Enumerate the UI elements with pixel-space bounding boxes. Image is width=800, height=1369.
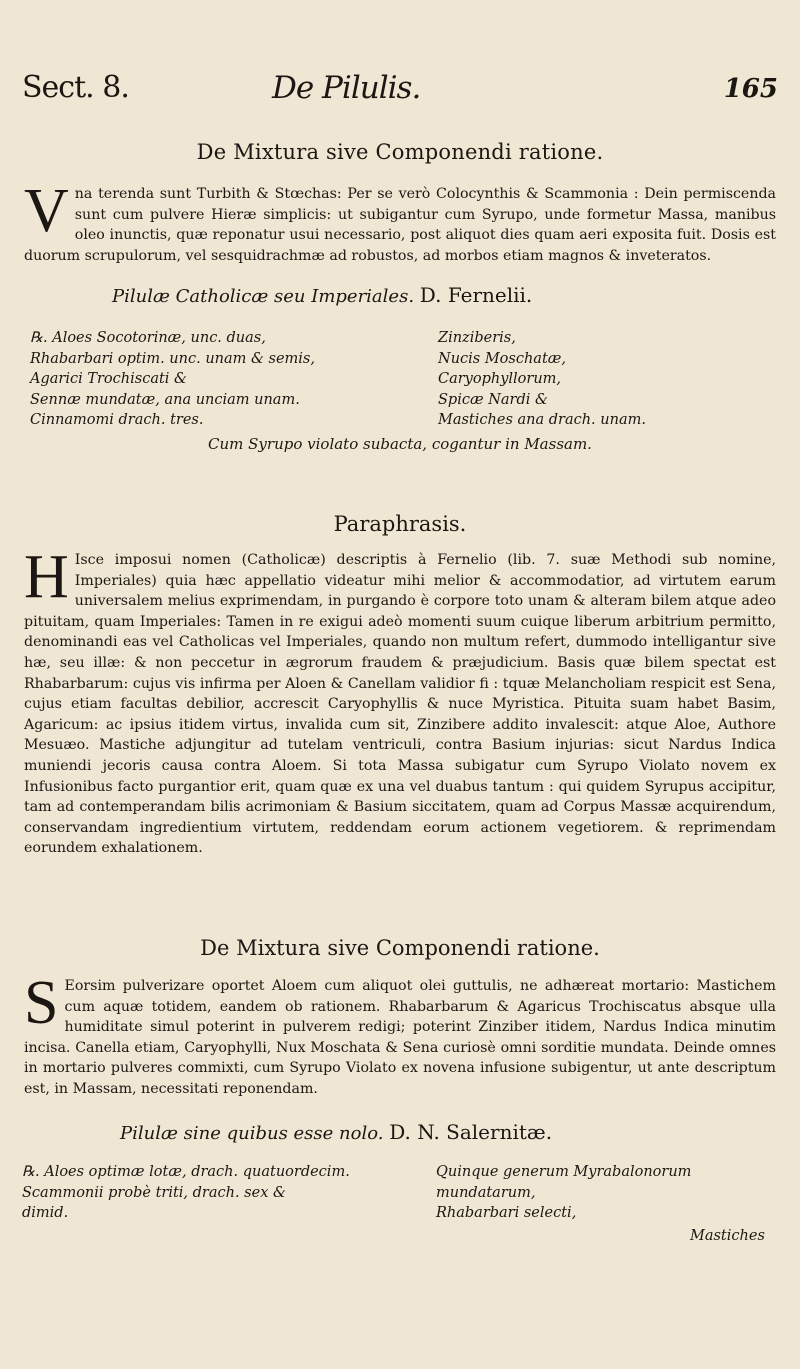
subheading-pilulae-catholicae [112, 283, 532, 307]
recipe-line: Mastiches ana drach. unam. [438, 412, 646, 428]
heading-mixtura: De Mixtura sive Componendi ratione. [196, 140, 604, 164]
recipe2-column-1 [22, 1162, 350, 1224]
subheading-pilulae-sine-quibus [120, 1120, 552, 1144]
subheading-author: D. N. Salernitæ. [389, 1120, 553, 1144]
recipe-line: Scammonii probè triti, drach. sex & [22, 1184, 286, 1201]
dropcap: V [24, 177, 69, 245]
recipe-left-column [30, 328, 315, 431]
recipe-line: mundatarum, [436, 1184, 536, 1201]
recipe-right-column [438, 328, 646, 431]
recipe-line: Rhabarbari optim. unc. unam & semis, [30, 350, 315, 367]
subheading-title: Pilulæ sine quibus esse nolo. [120, 1123, 384, 1144]
running-title: De Pilulis. [272, 70, 421, 106]
catchword: Mastiches [690, 1228, 765, 1244]
paragraph-mixtura-2 [24, 969, 776, 1100]
recipe-line: ℞. Aloes optimæ lotæ, drach. quatuordecim. [22, 1164, 350, 1180]
recipe-line: Zinziberis, [438, 330, 516, 346]
recipe-line: ℞. Aloes Socotorinæ, unc. duas, [30, 330, 266, 346]
dropcap: H [24, 543, 69, 611]
paragraph-text: Isce imposui nomen (Catholicæ) descriptis à Fernelio (lib. 7. suæ Methodi sub nomine, Imperiales) quia hæc appellatio videatur mihi melior & accommodatior, ad virtutem earum universalem melius exprimendam, in purgando è corpore toto unam & alteram bilem atque adeo pituitam, quam Imperiales: Tamen in re exigui adeò momenti suum cuique liberum arbitrium permitto, denominandi eas vel Catholicas vel Imperiales, quando non multum refert, dummodo intelligantur sive hæ, seu illæ: & non peccetur in ægrorum fraudem & præjudicium. Basis quæ bilem spectat est Rhabarbarum: cujus vis infirma per Aloen & Canellam validior fi : tquæ Melancholiam respicit est Sena, cujus etiam facultas debilior, accrescit Caryophyllis & nuce Myristica. Pituita suam habet Basim, Agaricum: ac ipsius itidem virtus, invalida cum sit, Zinzibere addito invalescit: atque Aloe, Authore Mesuæo. Mastiche adjungitur ad tutelam ventriculi, contra Basium injurias: sicut Nardus Indica muniendi jecoris causa contra Aloem. Si tota Massa subigatur cum Syrupo Violato novem ex Infusionibus facto purgantior erit, quam quæ ex una vel duabus tantum : qui quidem Syrupus accipitur, tam ad contemperandam bilis acrimoniam & Basium siccitatem, quam ad Corpus Massæ acquirendum, conservandam ingredientium virtutem, reddendam eorum actionem vegetiorem. & reprimendam eorundem exhalationem. [24, 552, 776, 857]
recipe2-column-2 [436, 1162, 691, 1224]
section-number: Sect. 8. [22, 70, 129, 105]
paragraph-paraphrasis [24, 543, 776, 859]
page-number: 165 [723, 74, 778, 104]
paragraph-text: na terenda sunt Turbith & Stœchas: Per se verò Colocynthis & Scammonia : Dein permiscenda sunt cum pulvere Hieræ simplicis: ut subigantur cum Syrupo, unde formetur Massa, manibus oleo inunctis, quæ reponatur usui necessario, post aliquot dies quam aeri exposita fuit. Dosis est duorum scrupulorum, vel sesquidrachmæ ad robustos, ad morbos etiam magnos & inveteratos. [24, 186, 776, 264]
recipe-line: Spicæ Nardi & [438, 391, 548, 408]
heading-paraphrasis: Paraphrasis. [333, 512, 467, 536]
recipe-line: Sennæ mundatæ, ana unciam unam. [30, 391, 300, 408]
paragraph-text: Eorsim pulverizare oportet Aloem cum aliquot olei guttulis, ne adhæreat mortario: Mastichem cum aquæ totidem, eandem ob rationem. Rhabarbarum & Agaricus Trochiscatus absque ulla humiditate simul poterint in pulverem redigi; poterint Zinziber itidem, Nardus Indica minutim incisa. Canella etiam, Caryophylli, Nux Moschata & Sena curiosè omni sorditie mundata. Deinde omnes in mortario pulveres commixti, cum Syrupo Violato ex novena infusione subigentur, ut ante descriptum est, in Massam, necessitati reponendam. [24, 978, 776, 1097]
subheading-author: D. Fernelii. [419, 283, 533, 307]
paragraph-mixtura [24, 177, 776, 266]
recipe-line: Nucis Moschatæ, [438, 350, 567, 367]
dropcap: S [24, 969, 59, 1037]
recipe-line: Cinnamomi drach. tres. [30, 412, 204, 428]
recipe-line: Caryophyllorum, [438, 371, 562, 387]
recipe-line: Quinque generum Myrabalonorum [436, 1164, 692, 1180]
recipe-line: dimid. [22, 1205, 69, 1221]
subheading-title: Pilulæ Catholicæ seu Imperiales. [112, 286, 415, 307]
recipe-line: Agarici Trochiscati & [30, 371, 187, 387]
heading-mixtura-2: De Mixtura sive Componendi ratione. [200, 936, 600, 960]
running-head [22, 70, 778, 120]
recipe-line: Rhabarbari selecti, [436, 1205, 577, 1221]
recipe-closing: Cum Syrupo violato subacta, cogantur in Massam. [208, 435, 592, 453]
